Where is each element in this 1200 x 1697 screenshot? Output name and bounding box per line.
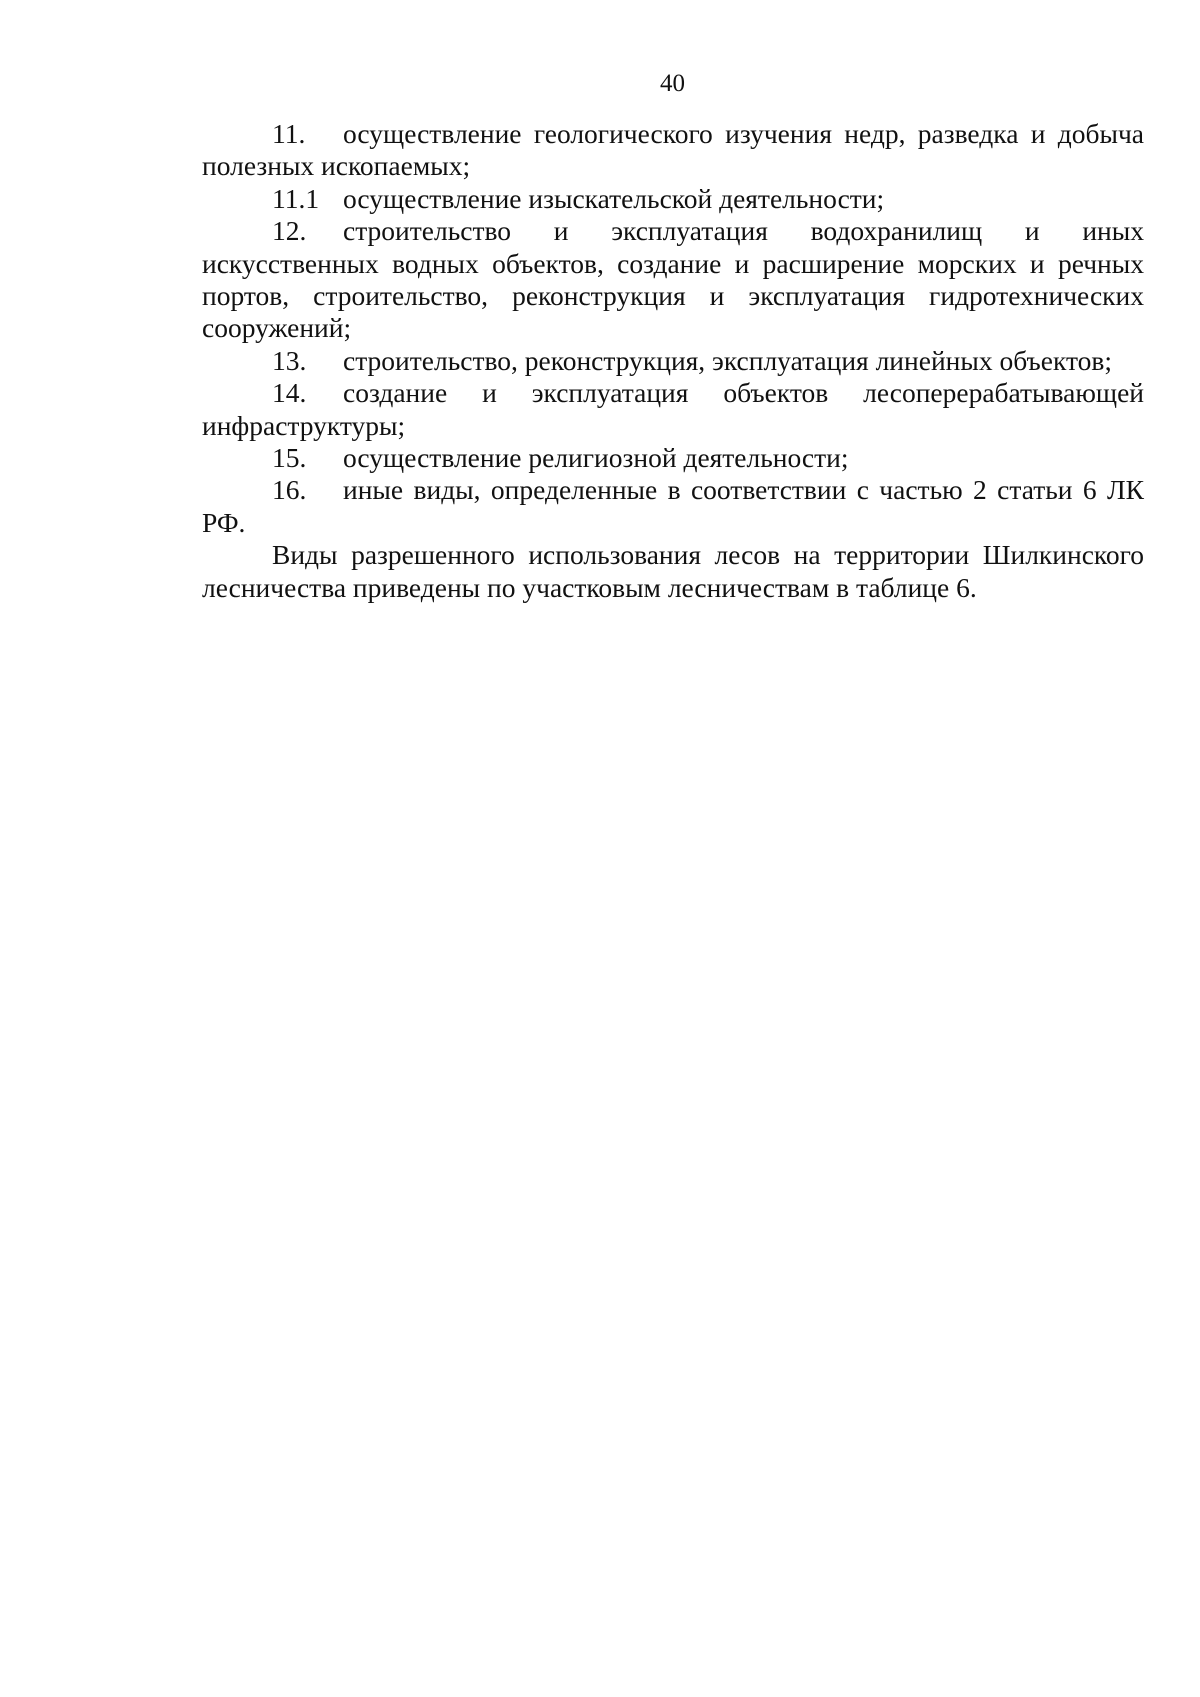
closing-paragraph: Виды разрешенного использования лесов на территории Шилкинского лесничества приведены по участковым лесничествам в таблице 6. (202, 539, 1144, 603)
list-item-text: осуществление изыскательской деятельности; (343, 182, 885, 214)
page-number: 40 (660, 70, 685, 97)
list-item (202, 345, 1144, 377)
list-item-text: осуществление геологического изучения недр, разведка и добыча полезных ископаемых; (202, 118, 1144, 182)
list-item-number: 11.1 (272, 182, 320, 214)
list-item (202, 474, 1144, 539)
list-item-text: создание и эксплуатация объектов лесоперерабатывающей инфраструктуры; (202, 377, 1144, 441)
list-item-number: 16. (272, 474, 307, 506)
list-item-text: строительство и эксплуатация водохранилищ и иных искусственных водных объектов, создание и расширение морских и речных портов, строительство, реконструкция и эксплуатация гидротехнических сооружений; (202, 215, 1144, 344)
list-item-number: 14. (272, 377, 307, 409)
list-item (202, 118, 1144, 183)
list-item (202, 377, 1144, 442)
list-item-number: 15. (272, 442, 307, 474)
list-item-number: 11. (272, 118, 306, 149)
list-item (202, 442, 1144, 474)
list-item-text: строительство, реконструкция, эксплуатация линейных объектов; (343, 344, 1112, 376)
list-item (202, 183, 1144, 215)
list-item (202, 215, 1144, 345)
document-body (202, 118, 1144, 604)
list-item-text: иные виды, определенные в соответствии с частью 2 статьи 6 ЛК РФ. (202, 474, 1144, 538)
list-item-number: 13. (272, 344, 307, 376)
list-item-number: 12. (272, 215, 307, 247)
list-item-text: осуществление религиозной деятельности; (343, 442, 849, 474)
